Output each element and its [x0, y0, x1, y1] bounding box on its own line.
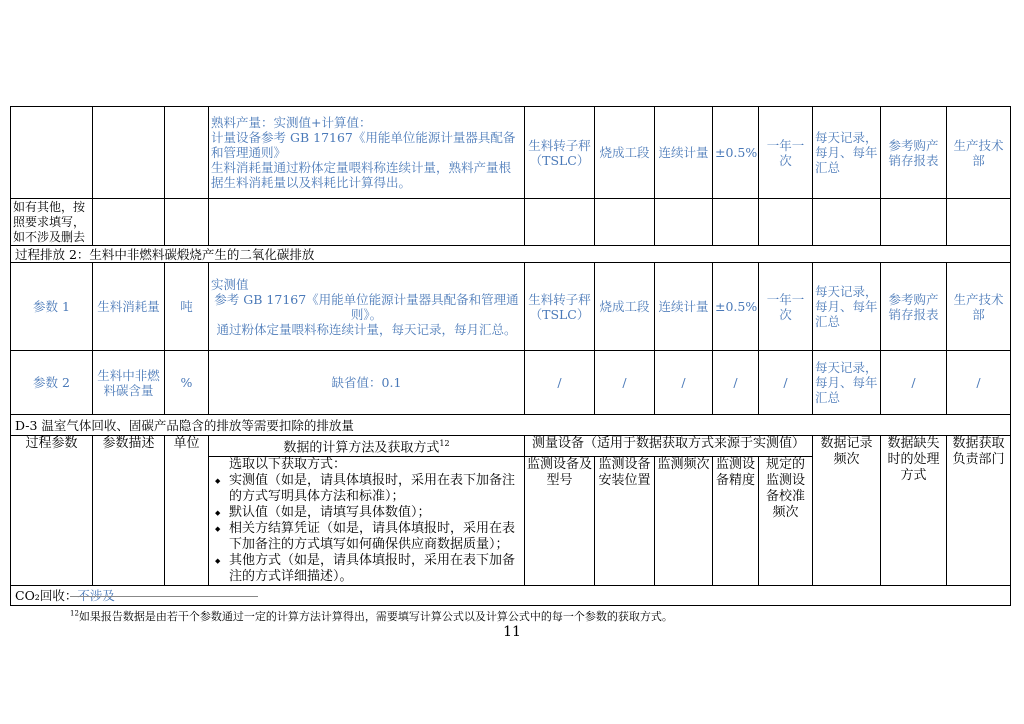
method-instructions: 选取以下获取方式： ◆ 实测值（如是，请具体填报时，采用在表下加备注的方式写明具体方法和标准）； ◆ 默认值（如是，请填写具体数值）； ◆ 相关方结算凭证（如是，请具体填报时，采用在表下加备注的方式填写如何确保供应商数据质量）； ◆ 其他方式（如是，请具体填报时，采用在表下加备注的方式详细描述）。	[209, 457, 525, 586]
diamond-bullet-icon: ◆	[215, 509, 221, 518]
method-header: 数据的计算方法及获取方式$^{12}$	[209, 436, 525, 457]
section-row: 过程排放 2：生料中非燃料碳煅烧产生的二氧化碳排放	[11, 246, 1011, 263]
section-row: CO₂回收：不涉及	[11, 586, 1011, 606]
table-row: 如有其他，按照要求填写，如不涉及删去	[11, 199, 1011, 246]
method-cell: 实测值 参考 GB 17167《用能单位能源计量器具配备和管理通则》。 通过粉体定量喂料称连续计量，每天记录，每月汇总。	[209, 263, 525, 351]
page-number: 11	[503, 624, 521, 640]
section-row: D-3 温室气体回收、固碳产品隐含的排放等需要扣除的排放量	[11, 415, 1011, 436]
table-header-row: 选取以下获取方式： ◆ 实测值（如是，请具体填报时，采用在表下加备注的方式写明具体方法和标准）； ◆ 默认值（如是，请填写具体数值）； ◆ 相关方结算凭证（如是，请具体填报时，采用在表下加备注的方式填写如何确保供应商数据质量）； ◆ 其他方式（如是，请具体填报时，采用在表下加备注的方式详细描述）。 监测设备及型号 监测设备安装位置 监测频次 监测设备精度 规定的监测设备校准频次	[11, 457, 1011, 586]
monitoring-plan-table	[10, 106, 1011, 606]
table-row: 参数 2 生料中非燃料碳含量 % 缺省值：0.1 / / / / / 每天记录，每月、每年汇总 / /	[11, 351, 1011, 415]
table-row: 熟料产量：实测值+计算值： 计量设备参考 GB 17167《用能单位能源计量器具配备和管理通则》 生料消耗量通过粉体定量喂料称连续计量，熟料产量根据生料消耗量以及料耗比计算得出。 生料转子秤（TSLC） 烧成工段 连续计量 ±0.5% 一年一次 每天记录，每月、每年汇总 参考购产销存报表 生产技术部	[11, 107, 1011, 199]
diamond-bullet-icon: ◆	[215, 525, 221, 534]
diamond-bullet-icon: ◆	[215, 477, 221, 486]
method-cell: 熟料产量：实测值+计算值： 计量设备参考 GB 17167《用能单位能源计量器具配备和管理通则》 生料消耗量通过粉体定量喂料称连续计量，熟料产量根据生料消耗量以及料耗比计算得出。	[209, 107, 525, 199]
table-row: 参数 1 生料消耗量 吨 实测值 参考 GB 17167《用能单位能源计量器具配备和管理通则》。 通过粉体定量喂料称连续计量，每天记录，每月汇总。 生料转子秤（TSLC） 烧成工段 连续计量 ±0.5% 一年一次 每天记录，每月、每年汇总 参考购产销存报表 生产技术部	[11, 263, 1011, 351]
diamond-bullet-icon: ◆	[215, 557, 221, 566]
footnote: $^{12}$如果报告数据是由若干个参数通过一定的计算方法计算得出，需要填写计算公式以及计算公式中的每一个参数的获取方式。	[70, 609, 673, 623]
footnote-separator	[70, 596, 258, 597]
table-header-row: 过程参数 参数描述 单位 数据的计算方法及获取方式$^{12}$ 测量设备（适用于数据获取方式来源于实测值） 数据记录频次 数据缺失时的处理方式 数据获取负责部门	[11, 436, 1011, 457]
